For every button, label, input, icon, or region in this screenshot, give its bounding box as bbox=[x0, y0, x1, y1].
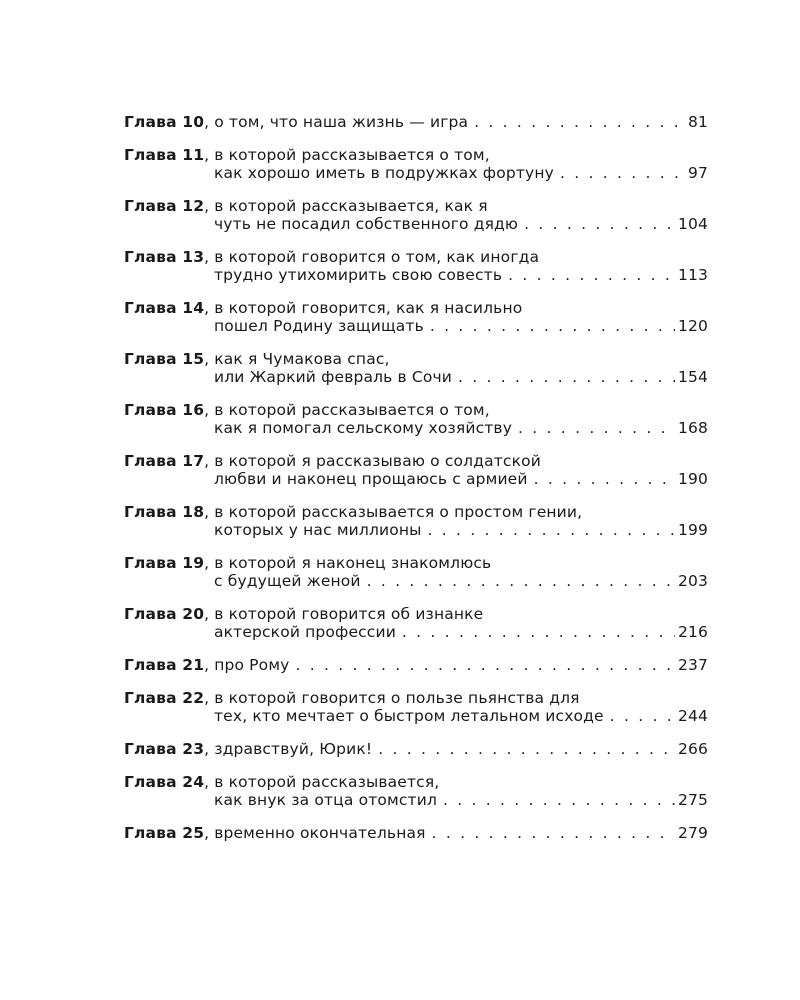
chapter-title: в которой рассказывается, как я bbox=[214, 197, 488, 215]
chapter-title: в которой рассказывается о простом гении, bbox=[214, 503, 583, 521]
chapter-separator: , bbox=[204, 299, 210, 317]
toc-entry-line bbox=[124, 368, 708, 386]
chapter-label: Глава 18 bbox=[124, 503, 205, 521]
chapter-title: любви и наконец прощаюсь с армией bbox=[214, 470, 528, 488]
dot-leader bbox=[378, 740, 675, 758]
toc-entry-line bbox=[124, 470, 708, 488]
chapter-title: с будущей женой bbox=[214, 572, 361, 590]
chapter-label: Глава 22 bbox=[124, 689, 205, 707]
chapter-label: Глава 19 bbox=[124, 554, 205, 572]
page-number: 154 bbox=[677, 368, 708, 386]
page-number: 104 bbox=[677, 215, 708, 233]
page-number: 113 bbox=[677, 266, 708, 284]
chapter-title: в которой говорится о пользе пьянства для bbox=[214, 689, 580, 707]
page-number: 275 bbox=[677, 791, 708, 809]
page-number: 97 bbox=[687, 164, 708, 182]
toc-entry-line bbox=[124, 266, 708, 284]
dot-leader bbox=[430, 317, 675, 335]
chapter-title: в которой я рассказываю о солдатской bbox=[214, 452, 541, 470]
toc-entry-line bbox=[124, 113, 708, 131]
chapter-title: в которой говорится об изнанке bbox=[214, 605, 484, 623]
dot-leader bbox=[518, 419, 675, 437]
chapter-title: как я Чумакова спас, bbox=[214, 350, 390, 368]
toc-entry-line bbox=[124, 554, 708, 572]
toc-entry-line bbox=[124, 452, 708, 470]
toc-entry-line bbox=[124, 248, 708, 266]
toc-entry-line bbox=[124, 164, 708, 182]
toc-entry-line bbox=[124, 419, 708, 437]
chapter-label: Глава 13 bbox=[124, 248, 205, 266]
toc-entry-line bbox=[124, 824, 708, 842]
dot-leader bbox=[524, 215, 675, 233]
toc-entry bbox=[124, 773, 708, 809]
chapter-label: Глава 25 bbox=[124, 824, 205, 842]
page-number: 244 bbox=[677, 707, 708, 725]
chapter-title: чуть не посадил собственного дядю bbox=[214, 215, 519, 233]
page-number: 203 bbox=[677, 572, 708, 590]
dot-leader bbox=[610, 707, 675, 725]
toc-entry-line bbox=[124, 146, 708, 164]
toc-entry-line bbox=[124, 605, 708, 623]
chapter-title: в которой рассказывается, bbox=[214, 773, 440, 791]
chapter-title: в которой рассказывается о том, bbox=[214, 146, 490, 164]
dot-leader bbox=[402, 623, 675, 641]
chapter-separator: , bbox=[204, 452, 210, 470]
toc-entry bbox=[124, 113, 708, 131]
toc-entry bbox=[124, 503, 708, 539]
toc-entry-line bbox=[124, 350, 708, 368]
chapter-label: Глава 24 bbox=[124, 773, 205, 791]
chapter-title: в которой говорится о том, как иногда bbox=[214, 248, 540, 266]
dot-leader bbox=[443, 791, 675, 809]
page-number: 168 bbox=[677, 419, 708, 437]
toc-entry bbox=[124, 197, 708, 233]
chapter-title: пошел Родину защищать bbox=[214, 317, 424, 335]
dot-leader bbox=[458, 368, 675, 386]
toc-entry bbox=[124, 299, 708, 335]
toc-entry bbox=[124, 452, 708, 488]
chapter-title: или Жаркий февраль в Сочи bbox=[214, 368, 453, 386]
toc-entry bbox=[124, 350, 708, 386]
chapter-label: Глава 11 bbox=[124, 146, 205, 164]
chapter-separator: , bbox=[204, 146, 210, 164]
chapter-separator: , bbox=[204, 656, 210, 674]
chapter-title: в которой я наконец знакомлюсь bbox=[214, 554, 492, 572]
page-number: 216 bbox=[677, 623, 708, 641]
page-number: 120 bbox=[677, 317, 708, 335]
chapter-separator: , bbox=[204, 113, 210, 131]
chapter-label: Глава 12 bbox=[124, 197, 205, 215]
chapter-separator: , bbox=[204, 248, 210, 266]
toc-entry-line bbox=[124, 503, 708, 521]
toc-entry bbox=[124, 656, 708, 674]
chapter-label: Глава 21 bbox=[124, 656, 205, 674]
dot-leader bbox=[432, 824, 675, 842]
toc-entry bbox=[124, 146, 708, 182]
toc-entry bbox=[124, 689, 708, 725]
dot-leader bbox=[367, 572, 675, 590]
chapter-separator: , bbox=[204, 605, 210, 623]
chapter-separator: , bbox=[204, 773, 210, 791]
page-number: 279 bbox=[677, 824, 708, 842]
toc-entry-line bbox=[124, 572, 708, 590]
chapter-separator: , bbox=[204, 401, 210, 419]
page-number: 266 bbox=[677, 740, 708, 758]
dot-leader bbox=[428, 521, 675, 539]
page-number: 190 bbox=[677, 470, 708, 488]
toc-entry-line bbox=[124, 401, 708, 419]
toc-entry-line bbox=[124, 623, 708, 641]
chapter-title: которых у нас миллионы bbox=[214, 521, 422, 539]
chapter-label: Глава 17 bbox=[124, 452, 205, 470]
chapter-label: Глава 20 bbox=[124, 605, 205, 623]
chapter-title: временно окончательная bbox=[214, 824, 426, 842]
chapter-separator: , bbox=[204, 197, 210, 215]
dot-leader bbox=[508, 266, 675, 284]
chapter-label: Глава 14 bbox=[124, 299, 205, 317]
chapter-label: Глава 15 bbox=[124, 350, 205, 368]
dot-leader bbox=[534, 470, 675, 488]
toc-entry-line bbox=[124, 740, 708, 758]
page-number: 199 bbox=[677, 521, 708, 539]
toc-entry-line bbox=[124, 707, 708, 725]
table-of-contents bbox=[124, 113, 708, 857]
toc-entry-line bbox=[124, 197, 708, 215]
dot-leader bbox=[474, 113, 685, 131]
chapter-label: Глава 16 bbox=[124, 401, 205, 419]
toc-entry-line bbox=[124, 656, 708, 674]
chapter-separator: , bbox=[204, 740, 210, 758]
chapter-title: в которой рассказывается о том, bbox=[214, 401, 490, 419]
toc-entry bbox=[124, 248, 708, 284]
chapter-title: в которой говорится, как я насильно bbox=[214, 299, 523, 317]
chapter-title: как я помогал сельскому хозяйству bbox=[214, 419, 513, 437]
chapter-separator: , bbox=[204, 824, 210, 842]
chapter-label: Глава 10 bbox=[124, 113, 205, 131]
toc-entry bbox=[124, 554, 708, 590]
chapter-title: о том, что наша жизнь — игра bbox=[214, 113, 469, 131]
toc-entry bbox=[124, 824, 708, 842]
page-number: 81 bbox=[687, 113, 708, 131]
dot-leader bbox=[295, 656, 674, 674]
chapter-title: здравствуй, Юрик! bbox=[214, 740, 373, 758]
chapter-title: актерской профессии bbox=[214, 623, 396, 641]
page-number: 237 bbox=[677, 656, 708, 674]
toc-entry-line bbox=[124, 215, 708, 233]
chapter-separator: , bbox=[204, 503, 210, 521]
toc-entry-line bbox=[124, 791, 708, 809]
chapter-separator: , bbox=[204, 554, 210, 572]
chapter-label: Глава 23 bbox=[124, 740, 205, 758]
toc-entry bbox=[124, 740, 708, 758]
toc-entry-line bbox=[124, 521, 708, 539]
toc-entry-line bbox=[124, 299, 708, 317]
chapter-title: как хорошо иметь в подружках фортуну bbox=[214, 164, 554, 182]
toc-entry bbox=[124, 401, 708, 437]
chapter-title: как внук за отца отомстил bbox=[214, 791, 438, 809]
chapter-separator: , bbox=[204, 689, 210, 707]
toc-entry-line bbox=[124, 317, 708, 335]
dot-leader bbox=[560, 164, 685, 182]
chapter-title: тех, кто мечтает о быстром летальном исходе bbox=[214, 707, 604, 725]
toc-entry-line bbox=[124, 773, 708, 791]
chapter-title: про Рому bbox=[214, 656, 290, 674]
chapter-separator: , bbox=[204, 350, 210, 368]
toc-entry-line bbox=[124, 689, 708, 707]
chapter-title: трудно утихомирить свою совесть bbox=[214, 266, 503, 284]
toc-entry bbox=[124, 605, 708, 641]
